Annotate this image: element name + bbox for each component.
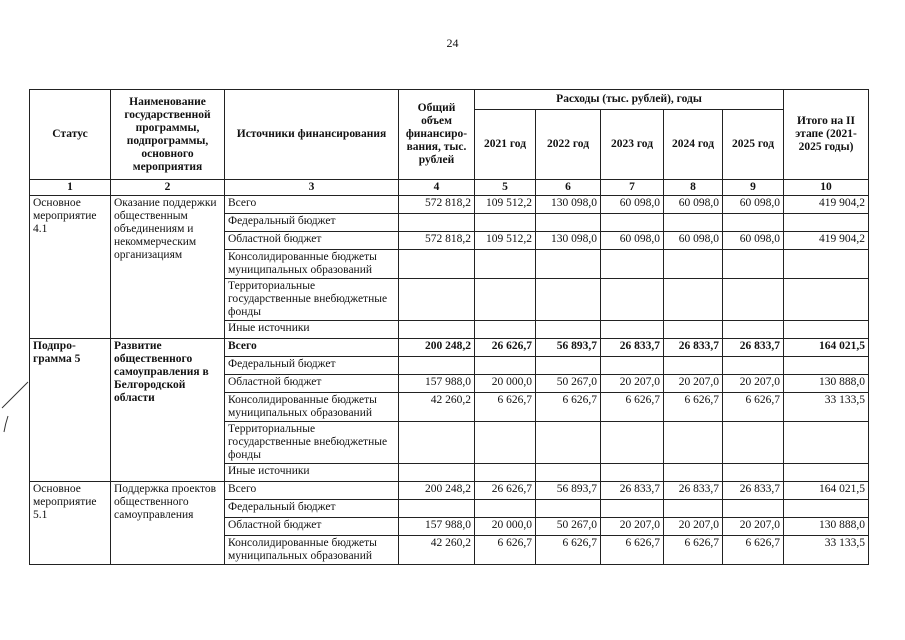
row-value: 20 207,0 <box>601 375 664 393</box>
row-source: Консолидированные бюджеты муниципальных образований <box>225 250 399 279</box>
row-value: 26 833,7 <box>723 339 784 357</box>
page-number: 24 <box>446 36 459 50</box>
row-value <box>723 279 784 321</box>
header-year: 2022 год <box>536 110 601 180</box>
row-value: 419 904,2 <box>784 196 869 214</box>
row-value: 60 098,0 <box>601 232 664 250</box>
column-number: 7 <box>601 180 664 196</box>
row-value <box>664 250 723 279</box>
row-value <box>601 464 664 482</box>
row-value <box>399 250 475 279</box>
row-value: 6 626,7 <box>664 393 723 422</box>
row-value <box>784 357 869 375</box>
row-value <box>601 250 664 279</box>
row-value: 26 833,7 <box>664 482 723 500</box>
row-value <box>664 500 723 518</box>
row-value: 60 098,0 <box>723 196 784 214</box>
row-value: 6 626,7 <box>664 536 723 565</box>
row-value <box>784 321 869 339</box>
row-value <box>536 321 601 339</box>
row-value: 60 098,0 <box>664 232 723 250</box>
row-value <box>601 214 664 232</box>
row-source: Территориальные государственные внебюджетные фонды <box>225 422 399 464</box>
row-value <box>784 500 869 518</box>
row-value: 130 098,0 <box>536 232 601 250</box>
row-value <box>475 464 536 482</box>
row-value <box>664 214 723 232</box>
row-value <box>536 250 601 279</box>
row-value: 60 098,0 <box>664 196 723 214</box>
header-year: 2021 год <box>475 110 536 180</box>
row-value <box>664 321 723 339</box>
row-value <box>475 214 536 232</box>
row-value: 26 626,7 <box>475 339 536 357</box>
row-value: 200 248,2 <box>399 482 475 500</box>
row-value <box>723 214 784 232</box>
row-value <box>399 464 475 482</box>
row-value: 56 893,7 <box>536 482 601 500</box>
row-source: Областной бюджет <box>225 518 399 536</box>
row-value: 20 207,0 <box>723 375 784 393</box>
row-value <box>399 422 475 464</box>
table-body <box>30 196 869 565</box>
row-value: 20 207,0 <box>723 518 784 536</box>
header-year: 2024 год <box>664 110 723 180</box>
row-value <box>475 500 536 518</box>
row-value: 572 818,2 <box>399 196 475 214</box>
row-value: 6 626,7 <box>723 393 784 422</box>
row-value <box>536 214 601 232</box>
row-value: 6 626,7 <box>475 536 536 565</box>
row-program-name: Поддержка проектов общественного самоуправления <box>111 482 225 565</box>
row-source: Консолидированные бюджеты муниципальных образований <box>225 393 399 422</box>
row-value <box>784 279 869 321</box>
row-value <box>664 422 723 464</box>
row-value <box>475 250 536 279</box>
row-value: 60 098,0 <box>601 196 664 214</box>
row-value: 572 818,2 <box>399 232 475 250</box>
pen-mark-icon <box>0 378 30 438</box>
row-program-name: Развитие общественного самоуправления в Белгородской области <box>111 339 225 482</box>
column-number-row <box>30 180 869 196</box>
row-value: 20 207,0 <box>601 518 664 536</box>
row-value: 26 833,7 <box>723 482 784 500</box>
header-stage-total: Итого на II этапе (2021-2025 годы) <box>784 90 869 180</box>
row-source: Консолидированные бюджеты муниципальных образований <box>225 536 399 565</box>
row-status: Подпро-грамма 5 <box>30 339 111 482</box>
table-row <box>30 339 869 357</box>
row-source: Иные источники <box>225 321 399 339</box>
row-value: 26 833,7 <box>664 339 723 357</box>
row-value <box>784 422 869 464</box>
row-value <box>601 357 664 375</box>
table-row <box>30 196 869 214</box>
row-value: 33 133,5 <box>784 536 869 565</box>
row-value: 50 267,0 <box>536 518 601 536</box>
row-source: Областной бюджет <box>225 232 399 250</box>
header-status: Статус <box>30 90 111 180</box>
row-value <box>536 279 601 321</box>
row-value <box>664 464 723 482</box>
row-value <box>536 464 601 482</box>
table-row <box>30 482 869 500</box>
column-number: 8 <box>664 180 723 196</box>
row-value: 130 888,0 <box>784 375 869 393</box>
row-value <box>399 357 475 375</box>
row-value <box>723 321 784 339</box>
row-value: 42 260,2 <box>399 536 475 565</box>
row-source: Всего <box>225 482 399 500</box>
row-value <box>784 464 869 482</box>
row-source: Всего <box>225 339 399 357</box>
row-status: Основное мероприятие 4.1 <box>30 196 111 339</box>
row-value <box>784 250 869 279</box>
header-year: 2023 год <box>601 110 664 180</box>
row-value <box>399 214 475 232</box>
row-value: 26 833,7 <box>601 339 664 357</box>
row-value <box>475 321 536 339</box>
row-value: 26 626,7 <box>475 482 536 500</box>
row-source: Всего <box>225 196 399 214</box>
column-number: 1 <box>30 180 111 196</box>
row-value: 6 626,7 <box>601 536 664 565</box>
row-value <box>664 357 723 375</box>
row-value: 109 512,2 <box>475 196 536 214</box>
row-value: 157 988,0 <box>399 518 475 536</box>
row-value <box>723 422 784 464</box>
row-value: 20 207,0 <box>664 375 723 393</box>
row-value <box>536 357 601 375</box>
row-value: 164 021,5 <box>784 482 869 500</box>
row-value: 164 021,5 <box>784 339 869 357</box>
header-sources: Источники финансирования <box>225 90 399 180</box>
row-value: 50 267,0 <box>536 375 601 393</box>
row-value: 33 133,5 <box>784 393 869 422</box>
row-value <box>723 464 784 482</box>
header-expenses: Расходы (тыс. рублей), годы <box>475 90 784 110</box>
row-value <box>784 214 869 232</box>
row-value <box>601 321 664 339</box>
row-value <box>601 500 664 518</box>
row-value <box>399 279 475 321</box>
header-year: 2025 год <box>723 110 784 180</box>
row-value <box>399 321 475 339</box>
row-value <box>723 500 784 518</box>
row-value: 6 626,7 <box>723 536 784 565</box>
row-value: 130 098,0 <box>536 196 601 214</box>
row-value: 6 626,7 <box>536 393 601 422</box>
row-source: Областной бюджет <box>225 375 399 393</box>
row-value: 419 904,2 <box>784 232 869 250</box>
row-value <box>536 422 601 464</box>
row-source: Федеральный бюджет <box>225 357 399 375</box>
row-value <box>536 500 601 518</box>
row-value: 20 000,0 <box>475 375 536 393</box>
row-value: 60 098,0 <box>723 232 784 250</box>
row-status: Основное мероприятие 5.1 <box>30 482 111 565</box>
row-source: Федеральный бюджет <box>225 214 399 232</box>
column-number: 2 <box>111 180 225 196</box>
column-number: 6 <box>536 180 601 196</box>
column-number: 3 <box>225 180 399 196</box>
row-value: 109 512,2 <box>475 232 536 250</box>
row-value <box>601 279 664 321</box>
row-value <box>399 500 475 518</box>
row-value: 157 988,0 <box>399 375 475 393</box>
row-value: 42 260,2 <box>399 393 475 422</box>
header-name: Наименование государственной программы, подпрограммы, основного мероприятия <box>111 90 225 180</box>
row-value <box>475 357 536 375</box>
row-value: 26 833,7 <box>601 482 664 500</box>
header-total: Общий объем финансиро-вания, тыс. рублей <box>399 90 475 180</box>
column-number: 9 <box>723 180 784 196</box>
table-header <box>30 90 869 196</box>
row-source: Иные источники <box>225 464 399 482</box>
row-value <box>475 279 536 321</box>
column-number: 10 <box>784 180 869 196</box>
row-source: Территориальные государственные внебюджетные фонды <box>225 279 399 321</box>
row-value: 200 248,2 <box>399 339 475 357</box>
row-value: 6 626,7 <box>601 393 664 422</box>
row-value <box>601 422 664 464</box>
row-value <box>723 250 784 279</box>
financing-table <box>29 89 869 565</box>
row-program-name: Оказание поддержки общественным объединениям и некоммерческим организациям <box>111 196 225 339</box>
row-value <box>475 422 536 464</box>
row-value: 6 626,7 <box>475 393 536 422</box>
row-value <box>723 357 784 375</box>
row-source: Федеральный бюджет <box>225 500 399 518</box>
row-value <box>664 279 723 321</box>
row-value: 56 893,7 <box>536 339 601 357</box>
row-value: 20 000,0 <box>475 518 536 536</box>
column-number: 5 <box>475 180 536 196</box>
row-value: 20 207,0 <box>664 518 723 536</box>
row-value: 130 888,0 <box>784 518 869 536</box>
column-number: 4 <box>399 180 475 196</box>
row-value: 6 626,7 <box>536 536 601 565</box>
